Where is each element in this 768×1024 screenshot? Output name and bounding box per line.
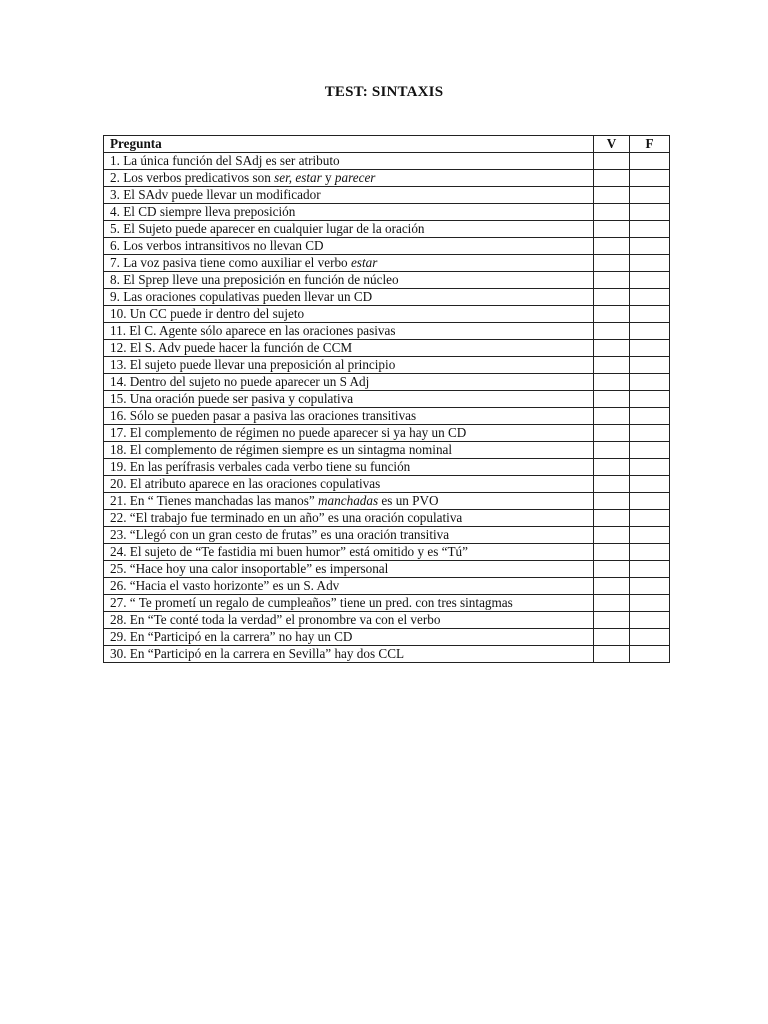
page-title: TEST: SINTAXIS — [324, 84, 444, 100]
answer-cell-true[interactable] — [594, 425, 630, 442]
table-row — [104, 544, 670, 561]
table-row — [104, 374, 670, 391]
answer-cell-false[interactable] — [630, 493, 670, 510]
question-text — [104, 595, 594, 612]
question-segment: 25. “Hace hoy una calor insoportable” es impersonal — [110, 561, 389, 576]
table-row — [104, 221, 670, 238]
question-italic-segment: ser, estar — [274, 170, 322, 185]
table-row — [104, 391, 670, 408]
answer-cell-true[interactable] — [594, 340, 630, 357]
table-row — [104, 476, 670, 493]
answer-cell-true[interactable] — [594, 629, 630, 646]
question-segment: y — [321, 170, 335, 185]
question-text — [104, 255, 594, 272]
table-row — [104, 238, 670, 255]
answer-cell-false[interactable] — [630, 340, 670, 357]
answer-cell-false[interactable] — [630, 170, 670, 187]
answer-cell-true[interactable] — [594, 255, 630, 272]
answer-cell-false[interactable] — [630, 204, 670, 221]
answer-cell-true[interactable] — [594, 357, 630, 374]
question-text — [104, 238, 594, 255]
table-row — [104, 170, 670, 187]
answer-cell-false[interactable] — [630, 272, 670, 289]
question-text — [104, 629, 594, 646]
question-text — [104, 493, 594, 510]
table-row — [104, 612, 670, 629]
question-segment: 21. En “ Tienes manchadas las manos” — [110, 493, 319, 508]
question-text — [104, 408, 594, 425]
answer-cell-false[interactable] — [630, 527, 670, 544]
answer-cell-true[interactable] — [594, 221, 630, 238]
question-text — [104, 561, 594, 578]
question-segment: 18. El complemento de régimen siempre es un sintagma nominal — [110, 442, 453, 457]
question-text — [104, 374, 594, 391]
answer-cell-true[interactable] — [594, 374, 630, 391]
question-segment: 12. El S. Adv puede hacer la función de CCM — [110, 340, 353, 355]
answer-cell-false[interactable] — [630, 442, 670, 459]
question-segment: 14. Dentro del sujeto no puede aparecer un S Adj — [110, 374, 370, 389]
question-segment: 22. “El trabajo fue terminado en un año” es una oración copulativa — [110, 510, 463, 525]
answer-cell-true[interactable] — [594, 544, 630, 561]
table-row — [104, 595, 670, 612]
table-row — [104, 289, 670, 306]
answer-cell-true[interactable] — [594, 170, 630, 187]
question-segment: 26. “Hacia el vasto horizonte” es un S. Adv — [110, 578, 340, 593]
header-true: V — [594, 136, 630, 153]
question-italic-segment: estar — [350, 255, 378, 270]
question-text — [104, 612, 594, 629]
question-segment: 6. Los verbos intransitivos no llevan CD — [110, 238, 324, 253]
answer-cell-true[interactable] — [594, 204, 630, 221]
question-rows — [104, 153, 670, 663]
answer-cell-true[interactable] — [594, 595, 630, 612]
question-segment: 4. El CD siempre lleva preposición — [110, 204, 296, 219]
answer-cell-false[interactable] — [630, 306, 670, 323]
answer-cell-false[interactable] — [630, 578, 670, 595]
table-row — [104, 255, 670, 272]
header-row — [104, 136, 670, 153]
table-row — [104, 357, 670, 374]
answer-cell-false[interactable] — [630, 391, 670, 408]
question-text — [104, 646, 594, 663]
question-text — [104, 289, 594, 306]
question-text — [104, 578, 594, 595]
answer-cell-true[interactable] — [594, 323, 630, 340]
question-segment: es un PVO — [378, 493, 439, 508]
question-segment: 9. Las oraciones copulativas pueden llevar un CD — [110, 289, 373, 304]
answer-cell-false[interactable] — [630, 357, 670, 374]
table-row — [104, 510, 670, 527]
answer-cell-false[interactable] — [630, 459, 670, 476]
question-text — [104, 391, 594, 408]
question-segment: 19. En las perífrasis verbales cada verbo tiene su función — [110, 459, 411, 474]
answer-cell-false[interactable] — [630, 408, 670, 425]
table-row — [104, 340, 670, 357]
answer-cell-false[interactable] — [630, 374, 670, 391]
question-segment: 15. Una oración puede ser pasiva y copulativa — [110, 391, 354, 406]
header-question: Pregunta — [104, 136, 594, 153]
question-text — [104, 425, 594, 442]
answer-cell-false[interactable] — [630, 255, 670, 272]
answer-cell-false[interactable] — [630, 221, 670, 238]
question-segment: 17. El complemento de régimen no puede aparecer si ya hay un CD — [110, 425, 467, 440]
answer-cell-true[interactable] — [594, 238, 630, 255]
answer-cell-true[interactable] — [594, 153, 630, 170]
question-italic-segment: manchadas — [318, 493, 379, 508]
answer-cell-true[interactable] — [594, 187, 630, 204]
question-text — [104, 340, 594, 357]
table-row — [104, 527, 670, 544]
table-row — [104, 459, 670, 476]
question-text — [104, 204, 594, 221]
answer-cell-false[interactable] — [630, 595, 670, 612]
question-text — [104, 527, 594, 544]
answer-cell-true[interactable] — [594, 459, 630, 476]
table-row — [104, 493, 670, 510]
answer-cell-true[interactable] — [594, 272, 630, 289]
answer-cell-false[interactable] — [630, 612, 670, 629]
question-text — [104, 476, 594, 493]
answer-cell-false[interactable] — [630, 629, 670, 646]
question-text — [104, 170, 594, 187]
answer-cell-true[interactable] — [594, 510, 630, 527]
answer-cell-true[interactable] — [594, 612, 630, 629]
question-text — [104, 510, 594, 527]
answer-cell-false[interactable] — [630, 187, 670, 204]
question-segment: 10. Un CC puede ir dentro del sujeto — [110, 306, 305, 321]
answer-cell-false[interactable] — [630, 238, 670, 255]
answer-cell-true[interactable] — [594, 408, 630, 425]
question-segment: 29. En “Participó en la carrera” no hay un CD — [110, 629, 353, 644]
question-text — [104, 221, 594, 238]
question-segment: 13. El sujeto puede llevar una preposición al principio — [110, 357, 396, 372]
question-segment: 27. “ Te prometí un regalo de cumpleaños” tiene un pred. con tres sintagmas — [110, 595, 513, 610]
table-row — [104, 323, 670, 340]
answer-cell-true[interactable] — [594, 289, 630, 306]
question-text — [104, 442, 594, 459]
table-row — [104, 561, 670, 578]
answer-cell-true[interactable] — [594, 391, 630, 408]
question-text — [104, 306, 594, 323]
question-segment: 2. Los verbos predicativos son — [110, 170, 275, 185]
answer-cell-false[interactable] — [630, 153, 670, 170]
question-segment: 30. En “Participó en la carrera en Sevilla” hay dos CCL — [110, 646, 405, 661]
test-table — [103, 135, 670, 663]
table-row — [104, 425, 670, 442]
header-false: F — [630, 136, 670, 153]
answer-cell-true[interactable] — [594, 442, 630, 459]
question-segment: 20. El atributo aparece en las oraciones copulativas — [110, 476, 381, 491]
answer-cell-true[interactable] — [594, 561, 630, 578]
table-row — [104, 442, 670, 459]
question-segment: 11. El C. Agente sólo aparece en las oraciones pasivas — [110, 323, 396, 338]
question-segment: 5. El Sujeto puede aparecer en cualquier lugar de la oración — [110, 221, 425, 236]
question-segment: 23. “Llegó con un gran cesto de frutas” es una oración transitiva — [110, 527, 450, 542]
answer-cell-true[interactable] — [594, 476, 630, 493]
answer-cell-false[interactable] — [630, 289, 670, 306]
question-text — [104, 323, 594, 340]
table-row — [104, 187, 670, 204]
question-italic-segment: parecer — [334, 170, 376, 185]
table-row — [104, 408, 670, 425]
table-row — [104, 153, 670, 170]
table-row — [104, 272, 670, 289]
answer-cell-false[interactable] — [630, 646, 670, 663]
question-segment: 7. La voz pasiva tiene como auxiliar el verbo — [110, 255, 351, 270]
table-row — [104, 306, 670, 323]
question-text — [104, 272, 594, 289]
answer-cell-false[interactable] — [630, 544, 670, 561]
question-segment: 3. El SAdv puede llevar un modificador — [110, 187, 321, 202]
table-row — [104, 629, 670, 646]
question-text — [104, 187, 594, 204]
question-segment: 24. El sujeto de “Te fastidia mi buen humor” está omitido y es “Tú” — [110, 544, 468, 559]
question-segment: 28. En “Te conté toda la verdad” el pronombre va con el verbo — [110, 612, 441, 627]
question-segment: 1. La única función del SAdj es ser atributo — [110, 153, 340, 168]
table-row — [104, 204, 670, 221]
question-text — [104, 459, 594, 476]
question-text — [104, 357, 594, 374]
answer-cell-true[interactable] — [594, 493, 630, 510]
answer-cell-true[interactable] — [594, 306, 630, 323]
answer-cell-false[interactable] — [630, 425, 670, 442]
question-segment: 8. El Sprep lleve una preposición en función de núcleo — [110, 272, 399, 287]
answer-cell-false[interactable] — [630, 323, 670, 340]
answer-cell-true[interactable] — [594, 527, 630, 544]
question-text — [104, 153, 594, 170]
table-row — [104, 578, 670, 595]
question-text — [104, 544, 594, 561]
question-segment: 16. Sólo se pueden pasar a pasiva las oraciones transitivas — [110, 408, 417, 423]
answer-cell-false[interactable] — [630, 476, 670, 493]
answer-cell-true[interactable] — [594, 646, 630, 663]
answer-cell-false[interactable] — [630, 561, 670, 578]
answer-cell-false[interactable] — [630, 510, 670, 527]
answer-cell-true[interactable] — [594, 578, 630, 595]
table-row — [104, 646, 670, 663]
